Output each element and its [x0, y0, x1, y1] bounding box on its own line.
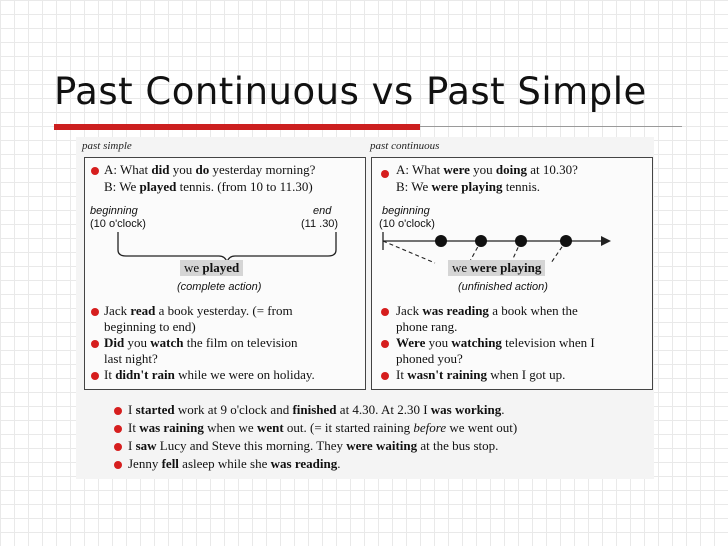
bullet-icon	[381, 340, 389, 348]
right-example-1-cont: phone rang.	[396, 319, 458, 334]
right-tag-we-were-playing: we were playing	[448, 260, 545, 276]
left-dialog-a: A: What did you do yesterday morning?	[104, 162, 316, 177]
left-example-2-cont: last night?	[104, 351, 158, 366]
past-continuous-label: past continuous	[370, 140, 440, 152]
bottom-example-3: I saw Lucy and Steve this morning. They were waiting at the bus stop.	[128, 438, 499, 453]
bullet-icon	[91, 308, 99, 316]
bullet-icon	[114, 407, 122, 415]
title-underline-red	[54, 124, 420, 130]
bullet-icon	[114, 425, 122, 433]
left-example-3: It didn't rain while we were on holiday.	[104, 367, 315, 382]
left-begin-time: (10 o'clock)	[90, 218, 146, 230]
right-begin-time: (10 o'clock)	[379, 218, 435, 230]
bottom-example-4: Jenny fell asleep while she was reading.	[128, 456, 341, 471]
right-dialog-a: A: What were you doing at 10.30?	[396, 162, 578, 177]
slide-title: Past Continuous vs Past Simple	[54, 70, 647, 113]
left-example-1-cont: beginning to end)	[104, 319, 196, 334]
left-example-2: Did you watch the film on television	[104, 335, 298, 350]
bullet-icon	[91, 167, 99, 175]
bottom-example-1: I started work at 9 o'clock and finished at 4.30. At 2.30 I was working.	[128, 402, 505, 417]
right-dialog-b: B: We were playing tennis.	[396, 179, 541, 194]
bullet-icon	[381, 170, 389, 178]
right-example-2-cont: phoned you?	[396, 351, 463, 366]
bullet-icon	[91, 340, 99, 348]
bullet-icon	[381, 372, 389, 380]
title-underline-gray	[420, 126, 682, 127]
bullet-icon	[91, 372, 99, 380]
left-end-label: end	[313, 205, 332, 217]
left-tag-we-played: we played	[180, 260, 243, 276]
past-simple-label: past simple	[82, 140, 132, 152]
left-dialog-b: B: We played tennis. (from 10 to 11.30)	[104, 179, 313, 194]
left-begin-label: beginning	[90, 205, 138, 217]
bullet-icon	[114, 443, 122, 451]
right-begin-label: beginning	[382, 205, 430, 217]
left-caption: (complete action)	[177, 281, 262, 293]
bullet-icon	[381, 308, 389, 316]
left-end-time: (11 .30)	[301, 218, 339, 230]
bullet-icon	[114, 461, 122, 469]
right-caption: (unfinished action)	[458, 281, 548, 293]
right-example-2: Were you watching television when I	[396, 335, 595, 350]
right-example-1: Jack was reading a book when the	[396, 303, 578, 318]
left-example-1: Jack read a book yesterday. (= from	[104, 303, 293, 318]
right-example-3: It wasn't raining when I got up.	[396, 367, 566, 382]
bottom-example-2: It was raining when we went out. (= it started raining before we went out)	[128, 420, 518, 435]
